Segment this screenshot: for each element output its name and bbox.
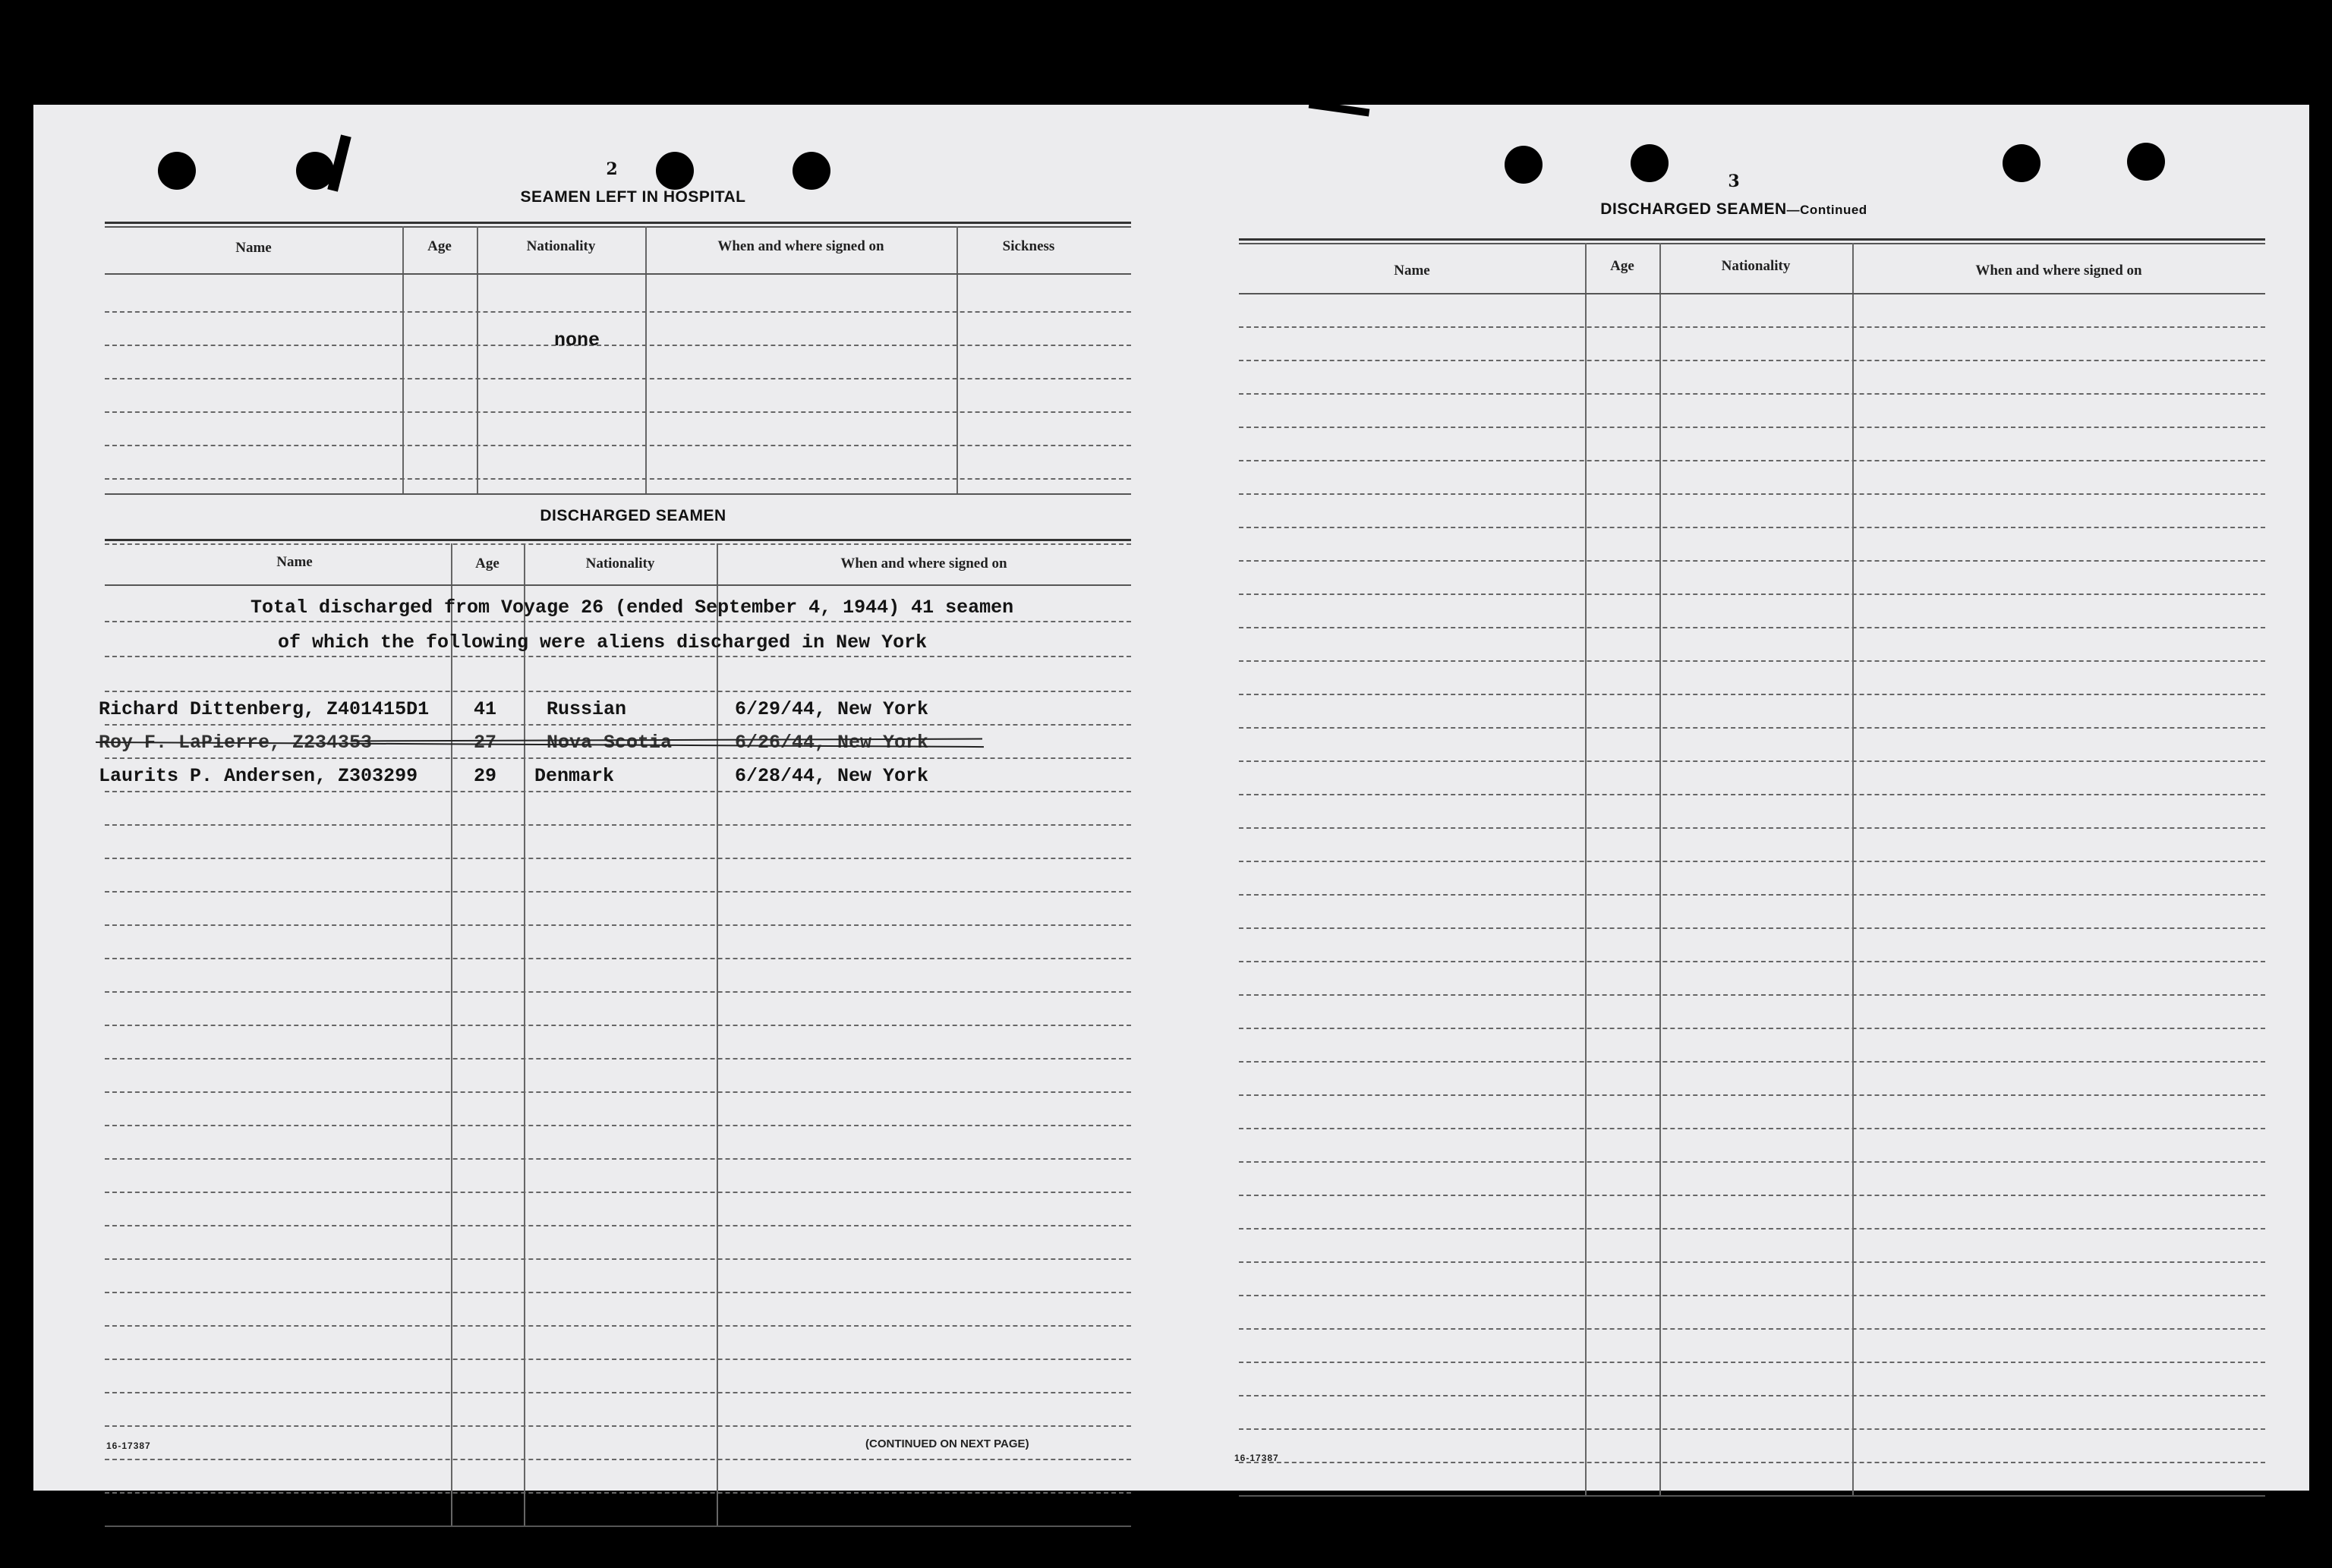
row-line — [105, 1192, 1131, 1193]
column-header-signed-on: When and where signed on — [1975, 263, 2142, 279]
column-divider — [645, 226, 647, 493]
column-header-name: Name — [276, 554, 313, 570]
seaman-signed-on: 6/28/44, New York — [735, 765, 929, 787]
row-line — [105, 1158, 1131, 1160]
row-line — [105, 1492, 1131, 1494]
seaman-signed-on: 6/26/44, New York — [735, 732, 929, 754]
section-title — [1521, 200, 1946, 219]
table-top-rule — [1239, 243, 2265, 244]
row-line — [1239, 827, 2265, 829]
row-line — [1239, 1028, 2265, 1029]
row-line — [105, 1525, 1131, 1527]
row-line — [1239, 1495, 2265, 1497]
punch-hole — [2003, 144, 2040, 182]
table-top-rule — [105, 543, 1131, 545]
row-line — [1239, 727, 2265, 729]
column-header-age: Age — [1610, 258, 1634, 274]
seaman-name: Roy F. LaPierre, Z234353 — [99, 732, 373, 754]
header-underline — [105, 584, 1131, 586]
row-line — [105, 858, 1131, 859]
row-line — [1239, 1061, 2265, 1063]
row-line — [105, 411, 1131, 413]
row-line — [1239, 326, 2265, 328]
row-line — [105, 445, 1131, 446]
column-divider — [1852, 243, 1854, 1495]
row-line — [105, 1359, 1131, 1360]
column-divider — [956, 226, 958, 493]
row-line — [1239, 894, 2265, 896]
row-line — [1239, 1328, 2265, 1330]
column-header-sickness: Sickness — [1002, 238, 1055, 254]
table-top-rule — [105, 539, 1131, 541]
row-line — [105, 891, 1131, 893]
punch-hole — [656, 152, 694, 190]
row-line — [105, 621, 1131, 622]
row-line — [1239, 627, 2265, 628]
seaman-nationality: Denmark — [534, 765, 615, 787]
row-line — [105, 1025, 1131, 1026]
row-line — [1239, 1395, 2265, 1396]
summary-line: Total discharged from Voyage 26 (ended September 4, 1944) 41 seamen — [251, 597, 1014, 619]
row-line — [1239, 1462, 2265, 1463]
seaman-age: 29 — [474, 765, 497, 787]
row-line — [1239, 760, 2265, 762]
column-header-age: Age — [475, 556, 499, 571]
column-header-signed-on: When and where signed on — [717, 238, 884, 254]
row-line — [1239, 560, 2265, 562]
row-line — [105, 791, 1131, 792]
row-line — [105, 824, 1131, 826]
row-line — [1239, 961, 2265, 962]
punch-hole — [1631, 144, 1669, 182]
column-header-name: Name — [235, 240, 272, 256]
column-divider — [477, 226, 478, 493]
row-line — [105, 1325, 1131, 1327]
row-line — [1239, 1295, 2265, 1296]
page-number: 2 — [606, 159, 618, 179]
section-title-discharged: DISCHARGED SEAMEN — [540, 507, 726, 524]
seaman-name: Richard Dittenberg, Z401415D1 — [99, 698, 430, 720]
punch-hole — [2127, 143, 2165, 181]
column-header-nationality: Nationality — [585, 556, 655, 571]
continued-note: (CONTINUED ON NEXT PAGE) — [865, 1437, 1029, 1450]
row-line — [1239, 1428, 2265, 1430]
column-header-signed-on: When and where signed on — [840, 556, 1007, 571]
seaman-name: Laurits P. Andersen, Z303299 — [99, 765, 418, 787]
section-title-text: DISCHARGED SEAMEN — [1600, 200, 1787, 218]
row-line — [1239, 660, 2265, 662]
summary-line: of which the following were aliens discharged in New York — [278, 631, 928, 653]
row-line — [1239, 994, 2265, 996]
row-line — [1239, 1228, 2265, 1230]
row-line — [1239, 1261, 2265, 1263]
row-line — [1239, 694, 2265, 695]
row-line — [1239, 427, 2265, 428]
row-line — [1239, 594, 2265, 595]
row-line — [1239, 1161, 2265, 1163]
document-sheet — [33, 105, 2309, 1491]
row-line — [105, 1292, 1131, 1293]
section-title-suffix: —Continued — [1786, 203, 1867, 217]
row-line — [105, 958, 1131, 959]
column-divider — [1585, 243, 1587, 1495]
hospital-entry-value: none — [554, 329, 600, 351]
row-line — [105, 1258, 1131, 1260]
punch-hole — [1505, 146, 1543, 184]
row-line — [105, 1225, 1131, 1226]
row-line — [105, 378, 1131, 379]
row-line — [1239, 493, 2265, 495]
column-header-age: Age — [427, 238, 452, 254]
form-number: 16-17387 — [106, 1440, 151, 1451]
table-top-rule — [1239, 238, 2265, 241]
row-line — [105, 1125, 1131, 1126]
row-line — [105, 478, 1131, 480]
row-line — [105, 691, 1131, 692]
row-line — [105, 345, 1131, 346]
row-line — [1239, 1362, 2265, 1363]
row-line — [105, 1425, 1131, 1427]
torn-edge-mark — [1309, 100, 1370, 116]
row-line — [105, 991, 1131, 993]
seaman-age: 27 — [474, 732, 497, 754]
row-line — [105, 924, 1131, 926]
row-line — [105, 1459, 1131, 1460]
punch-hole — [793, 152, 830, 190]
row-line — [105, 1058, 1131, 1060]
row-line — [1239, 1195, 2265, 1196]
row-line — [105, 656, 1131, 657]
row-line — [105, 724, 1131, 726]
form-number: 16-17387 — [1234, 1453, 1279, 1463]
column-header-nationality: Nationality — [1721, 258, 1791, 274]
seaman-nationality: Russian — [547, 698, 627, 720]
row-line — [1239, 460, 2265, 461]
column-divider — [402, 226, 404, 493]
row-line — [1239, 794, 2265, 795]
column-header-nationality: Nationality — [526, 238, 596, 254]
punch-hole — [158, 152, 196, 190]
row-line — [105, 1392, 1131, 1393]
row-line — [1239, 1094, 2265, 1096]
row-line — [105, 1091, 1131, 1093]
row-line — [1239, 360, 2265, 361]
column-divider — [1659, 243, 1661, 1495]
row-line — [1239, 927, 2265, 929]
row-line — [1239, 527, 2265, 528]
header-underline — [105, 273, 1131, 275]
row-line — [1239, 1128, 2265, 1129]
table-top-rule — [105, 226, 1131, 228]
column-header-name: Name — [1394, 263, 1430, 279]
row-line — [105, 311, 1131, 313]
row-line — [1239, 393, 2265, 395]
header-underline — [1239, 293, 2265, 294]
seaman-age: 41 — [474, 698, 497, 720]
section-title-hospital: SEAMEN LEFT IN HOSPITAL — [520, 188, 746, 206]
seaman-nationality: Nova Scotia — [547, 732, 673, 754]
seaman-signed-on: 6/29/44, New York — [735, 698, 929, 720]
row-line — [105, 493, 1131, 495]
row-line — [1239, 861, 2265, 862]
page-number: 3 — [1728, 172, 1740, 191]
row-line — [105, 757, 1131, 759]
table-top-rule — [105, 222, 1131, 224]
